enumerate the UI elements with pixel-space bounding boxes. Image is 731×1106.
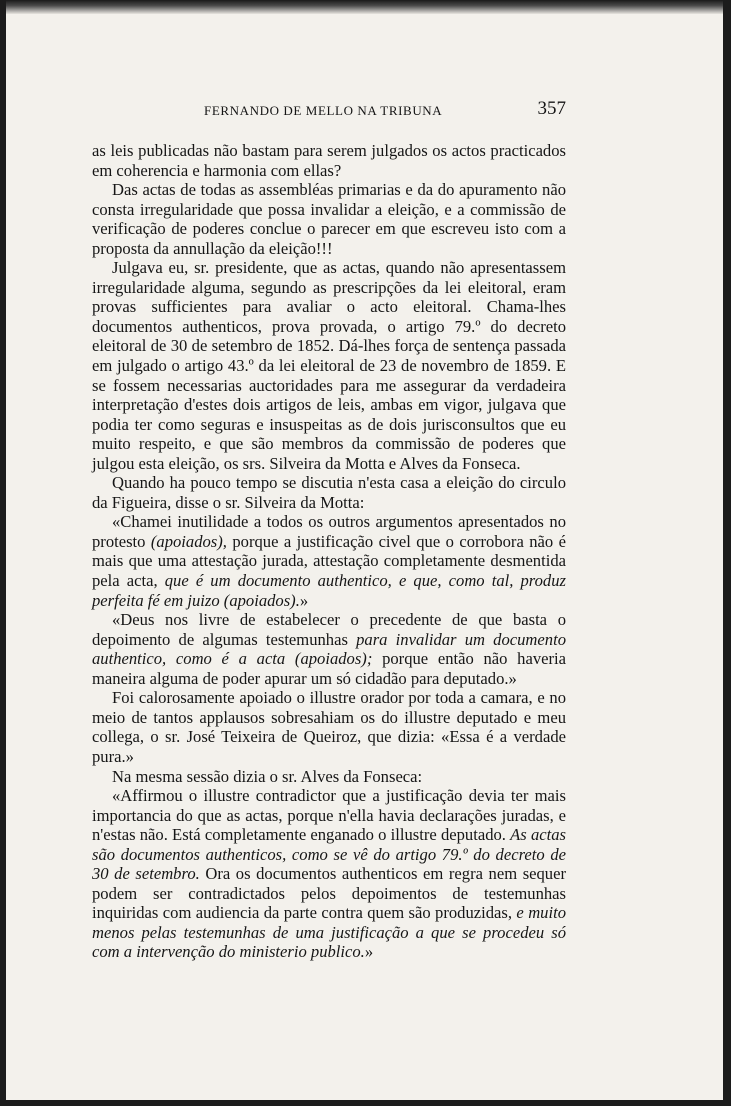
italic-text: (apoiados), xyxy=(150,531,227,551)
text-segment: Na mesma sessão dizia o sr. Alves da Fonseca: xyxy=(112,766,423,786)
paragraph xyxy=(92,512,566,610)
paragraph xyxy=(92,786,566,962)
scan-edge-top xyxy=(0,0,731,14)
running-head xyxy=(92,98,570,124)
text-segment: porque então não haveria maneira alguma de poder apurar um só cidadão para deputado.» xyxy=(92,649,566,688)
text-segment: » xyxy=(299,590,309,610)
italic-text: e muito menos pelas testemunhas de uma justificação a que se procedeu só com a intervenção do ministerio publico. xyxy=(92,903,566,962)
text-segment: as leis publicadas não bastam para serem julgados os actos practicados em coherencia e harmonia com ellas? xyxy=(92,141,566,180)
scan-edge-right xyxy=(723,0,731,1106)
italic-text: para invalidar um documento authentico, como é a acta (apoiados); xyxy=(92,629,566,669)
text-segment: » xyxy=(364,942,374,962)
text-segment: Quando ha pouco tempo se discutia n'esta casa a eleição do circulo da Figueira, disse o sr. Silveira da Motta: xyxy=(92,473,566,512)
italic-text: As actas são documentos authenticos, como se vê do artigo 79.º do decreto de 30 de setembro. xyxy=(92,825,566,884)
text-segment: Das actas de todas as assembléas primarias e da do apuramento não consta irregularidade que possa invalidar a eleição, e a commissão de verificação de poderes conclue o parecer em que escreveu isto com a proposta da annullação da eleição!!! xyxy=(92,180,566,258)
paragraph xyxy=(92,180,566,258)
text-segment: «Affirmou o illustre contradictor que a justificação devia ter mais importancia do que as actas, porque n'ella havia declarações juradas, e n'estas não. Está completamente enganado o illustre deputado. xyxy=(92,786,566,845)
italic-text: que é um documento authentico, e que, como tal, produz perfeita fé em juizo (apoiados). xyxy=(92,571,566,610)
text-segment: «Chamei inutilidade a todos os outros argumentos apresentados no protesto xyxy=(92,512,566,551)
page-number: 357 xyxy=(537,98,566,119)
scan-edge-bottom xyxy=(0,1100,731,1106)
text-segment: Julgava eu, sr. presidente, que as actas, quando não apresentassem irregularidade alguma, segundo as prescripções da lei eleitoral, eram provas sufficientes para avaliar o acto eleitoral. Chama-lhes documentos authenticos, prova provada, o artigo 79.º do decreto eleitoral de 30 de setembro de 1852. Dá-lhes força de sentença passada em julgado o artigo 43.º da lei eleitoral de 23 de novembro de 1859. E se fossem necessarias auctoridades para me assegurar da verdadeira interpretação d'estes dois artigos de leis, ambas em vigor, julgava que podia ter como seguras e insuspeitas as de dois jurisconsultos que eu muito respeito, e que são membros da commissão de poderes que julgou esta eleição, os srs. Silveira da Motta e Alves da Fonseca. xyxy=(92,258,566,473)
paragraph xyxy=(92,141,566,180)
paragraph xyxy=(92,473,566,512)
text-segment: Foi calorosamente apoiado o illustre orador por toda a camara, e no meio de tantos applausos sobresahiam os do illustre deputado e meu collega, o sr. José Teixeira de Queiroz, que dizia: «Essa é a verdade pura.» xyxy=(92,688,566,766)
paragraph xyxy=(92,688,566,766)
running-title: FERNANDO DE MELLO NA TRIBUNA xyxy=(204,103,443,118)
text-segment: porque a justificação civel que o corrobora não é mais que uma attestação jurada, attestação completamente desmentida pela acta, xyxy=(92,531,566,591)
paragraph xyxy=(92,610,566,688)
text-segment: Ora os documentos authenticos em regra nem sequer podem ser contradictados pelos depoimentos de testemunhas inquiridas com audiencia da parte contra quem são produzidas, xyxy=(92,864,566,923)
body-text xyxy=(92,141,566,962)
paragraph xyxy=(92,258,566,473)
text-segment: «Deus nos livre de estabelecer o precedente de que basta o depoimento de algumas testemunhas xyxy=(92,610,566,649)
scan-edge-left xyxy=(0,0,6,1106)
paragraph xyxy=(92,767,566,787)
